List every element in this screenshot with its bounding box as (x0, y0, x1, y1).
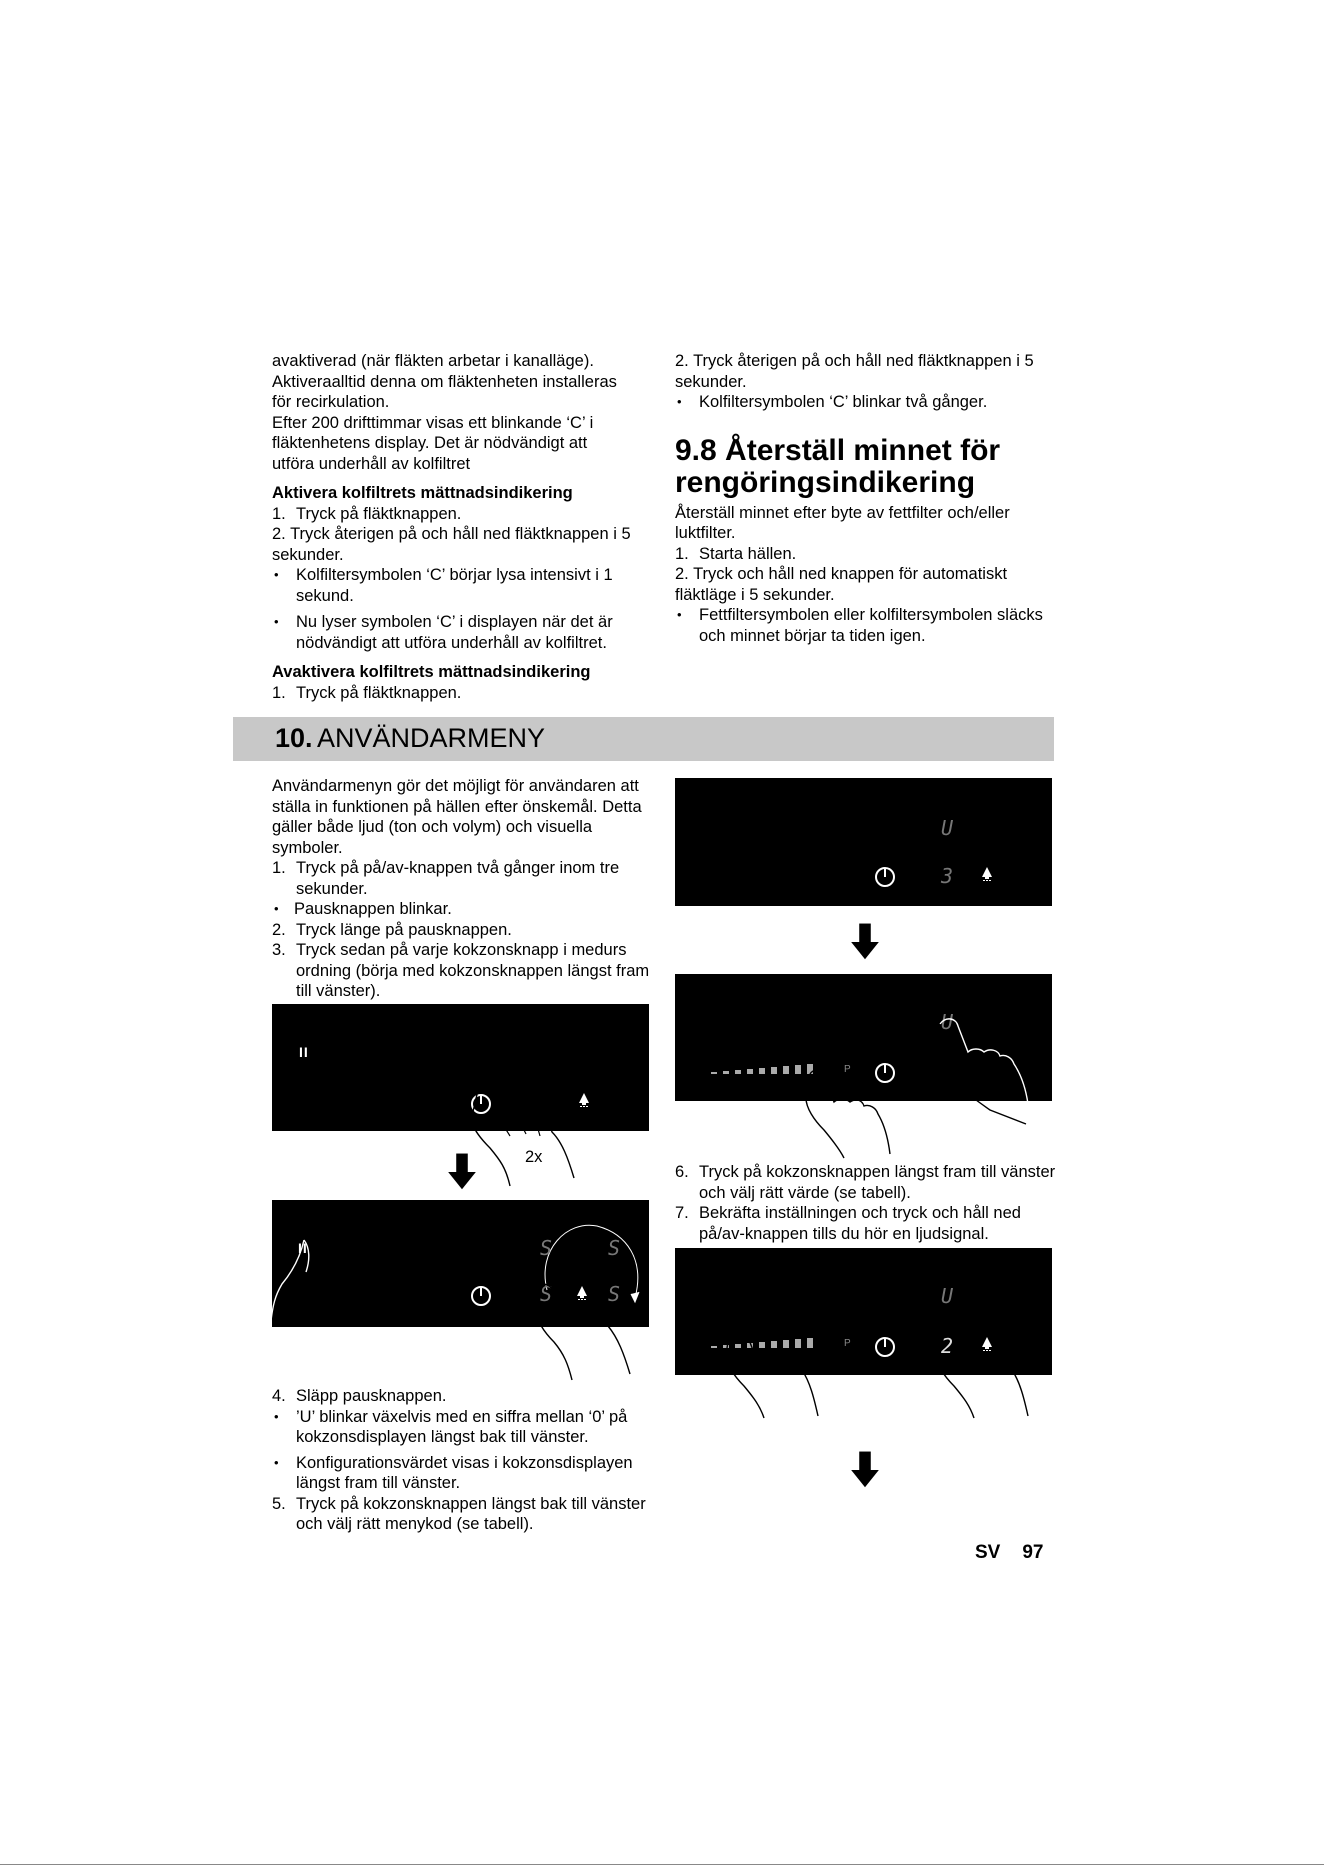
step-number: 2. (675, 352, 689, 370)
list-item (272, 1386, 657, 1407)
section-heading-line: rengöringsindikering (675, 465, 976, 499)
fan-icon (980, 866, 994, 884)
zone-display-front: 2 (941, 1334, 954, 1358)
text-line: Efter 200 drifttimmar visas ett blinkande ‘C’ i (272, 413, 594, 432)
bullet-text: Kolfiltersymbolen ‘C’ blinkar två gånger. (699, 393, 988, 411)
bullet: • (274, 567, 279, 582)
hand-pointer-icon (536, 1282, 646, 1382)
list-item (675, 1162, 1060, 1203)
hand-pointer-icon (790, 1014, 1030, 1160)
step-text: Tryck återigen på och håll ned fläktknappen i 5 sekunder. (272, 525, 631, 564)
step-number: 1. (675, 544, 689, 563)
bullet-text: Nu lyser symbolen ‘C’ i displayen när det är nödvändigt att utföra underhåll av kolfiltret. (296, 613, 613, 652)
boost-label: P (844, 1338, 851, 1349)
chapter-number: 10. (275, 723, 313, 753)
down-arrow-icon (850, 1450, 880, 1490)
zone-display-front-left: S (540, 1282, 553, 1306)
hand-pointer-icon (720, 1320, 1040, 1444)
step-text: Tryck sedan på varje kokzonsknapp i medurs ordning (börja med kokzonsknappen längst fram till vänster). (296, 941, 650, 1000)
list-item (272, 1407, 657, 1448)
list-item (675, 605, 1060, 646)
zone-display-front-right: S (608, 1282, 621, 1306)
section-bullets (675, 605, 1060, 646)
menu-right-steps (675, 1162, 1060, 1244)
pause-icon: II (298, 1240, 308, 1256)
step-text: Tryck och håll ned knappen för automatiskt fläktläge i 5 sekunder. (675, 565, 1008, 604)
list-item (272, 858, 657, 899)
list-item (675, 392, 1060, 413)
menu-bullets-c (272, 1407, 657, 1494)
zone-display-rear: U (941, 1284, 954, 1308)
section-heading (675, 435, 1060, 499)
zone-display-rear-right: S (608, 1236, 621, 1260)
step-text: Tryck länge på pausknappen. (296, 920, 512, 939)
activate-bullets (272, 565, 652, 653)
step-number: 7. (675, 1204, 689, 1222)
bullet-text: Fettfiltersymbolen eller kolfiltersymbolen släcks och minnet börjar ta tiden igen. (699, 606, 1043, 645)
step-number: 3. (272, 941, 286, 959)
bullet: • (677, 394, 682, 409)
step-text: Starta hällen. (699, 544, 797, 563)
zone-display-rear: U (941, 1010, 954, 1034)
chapter-title: ANVÄNDARMENY (317, 723, 546, 753)
step-number: 1. (272, 683, 286, 702)
list-item (272, 899, 657, 920)
step-text: Tryck på fläktknappen. (296, 683, 462, 702)
list-item (272, 940, 657, 1002)
step-number: 5. (272, 1494, 286, 1513)
menu-bullets-a (272, 899, 657, 920)
zone-display-front: 3 (941, 864, 954, 888)
deactivate-heading: Avaktivera kolfiltrets mättnadsindikering (272, 663, 591, 681)
intro-paragraph (272, 351, 652, 474)
step-number: 1. (272, 859, 286, 877)
bullet: • (274, 901, 279, 916)
step-text: Tryck på fläktknappen. (296, 504, 462, 523)
hand-pointer-icon (270, 1238, 330, 1338)
list-item (272, 612, 652, 653)
chapter-band (233, 717, 1054, 761)
menu-steps-d (272, 1494, 657, 1535)
page-number: 97 (1022, 1542, 1044, 1563)
activate-heading: Aktivera kolfiltrets mättnadsindikering (272, 484, 573, 502)
step-text: Tryck på kokzonsknappen längst bak till vänster och välj rätt menykod (se tabell). (296, 1494, 646, 1533)
section-heading-line: 9.8 Återställ minnet för (675, 433, 1001, 467)
page-footer (975, 1542, 1044, 1564)
bullet-text: Konfigurationsvärdet visas i kokzonsdisplayen längst fram till vänster. (296, 1453, 633, 1492)
step-number: 1. (272, 504, 286, 523)
list-item (272, 683, 652, 704)
boost-label: P (844, 1064, 851, 1075)
list-item (272, 920, 657, 941)
bullet-text: ’U’ blinkar växelvis med en siffra mellan ‘0’ på kokzonsdisplayen längst bak till vänster. (296, 1407, 628, 1446)
bullet: • (677, 607, 682, 622)
step-text: Bekräfta inställningen och tryck och håll ned på/av-knappen tills du hör en ljudsignal. (699, 1204, 1021, 1243)
list-item (675, 351, 1060, 392)
step-number: 4. (272, 1387, 286, 1405)
list-item (272, 1453, 657, 1494)
right-bullets (675, 392, 1060, 413)
list-item (272, 565, 652, 606)
bullet-text: Kolfiltersymbolen ‘C’ börjar lysa intensivt i 1 sekund. (296, 566, 613, 605)
bullet: • (274, 1454, 279, 1470)
menu-steps-c (272, 1386, 657, 1407)
step-text: Tryck på på/av-knappen två gånger inom tre sekunder. (296, 859, 620, 898)
bullet: • (274, 614, 279, 629)
hand-pointer-icon (470, 1086, 580, 1198)
text-line: Aktiveraalltid denna om fläktenheten installeras (272, 372, 617, 391)
press-count-label: 2x (525, 1148, 543, 1166)
text-line: fläktenhetens display. Det är nödvändigt att (272, 434, 588, 452)
menu-steps-b (272, 920, 657, 1002)
language-code: SV (975, 1542, 1001, 1563)
text-line: för recirkulation. (272, 393, 390, 411)
down-arrow-icon (850, 922, 880, 962)
zone-display-rear-left: S (540, 1236, 553, 1260)
activate-steps (272, 504, 652, 566)
down-arrow-icon (447, 1152, 477, 1192)
menu-intro: Användarmenyn gör det möjligt för användaren att ställa in funktionen på hällen efter önskemål. Detta gäller både ljud (ton och volym) och visuella symboler. (272, 777, 642, 857)
text-line: avaktiverad (när fläkten arbetar i kanalläge). (272, 352, 594, 370)
step-number: 6. (675, 1163, 689, 1181)
list-item (272, 524, 652, 565)
hob-display-panel-3 (675, 778, 1052, 906)
bottom-divider (0, 1864, 1324, 1865)
power-icon (875, 867, 895, 887)
right-column-top (675, 351, 1060, 646)
left-column-top (272, 351, 652, 703)
step-text: Tryck på kokzonsknappen längst fram till vänster och välj rätt värde (se tabell). (699, 1163, 1056, 1202)
section-intro: Återställ minnet efter byte av fettfilter och/eller luktfilter. (675, 503, 1010, 542)
step-number: 2. (272, 920, 286, 939)
list-item (272, 1494, 657, 1535)
menu-left-text-upper (272, 776, 657, 1002)
power-icon (471, 1286, 491, 1306)
bullet: • (274, 1408, 279, 1424)
text-line: utföra underhåll av kolfiltret (272, 454, 471, 473)
right-steps (675, 351, 1060, 392)
step-number: 2. (272, 525, 286, 543)
menu-right-text (675, 1162, 1060, 1244)
bullet-text: Pausknappen blinkar. (294, 900, 452, 918)
list-item (272, 504, 652, 525)
step-text: Släpp pausknappen. (296, 1387, 447, 1405)
deactivate-steps (272, 683, 652, 704)
step-number: 2. (675, 565, 689, 583)
list-item (675, 544, 1060, 565)
menu-steps-a (272, 858, 657, 899)
list-item (675, 564, 1060, 605)
step-text: Tryck återigen på och håll ned fläktknappen i 5 sekunder. (675, 352, 1034, 391)
zone-display-rear: U (941, 816, 954, 840)
menu-left-text-lower (272, 1386, 657, 1535)
list-item (675, 1203, 1060, 1244)
hob-display-panel-1 (272, 1004, 649, 1131)
section-steps (675, 544, 1060, 606)
pause-icon: II (299, 1044, 309, 1060)
